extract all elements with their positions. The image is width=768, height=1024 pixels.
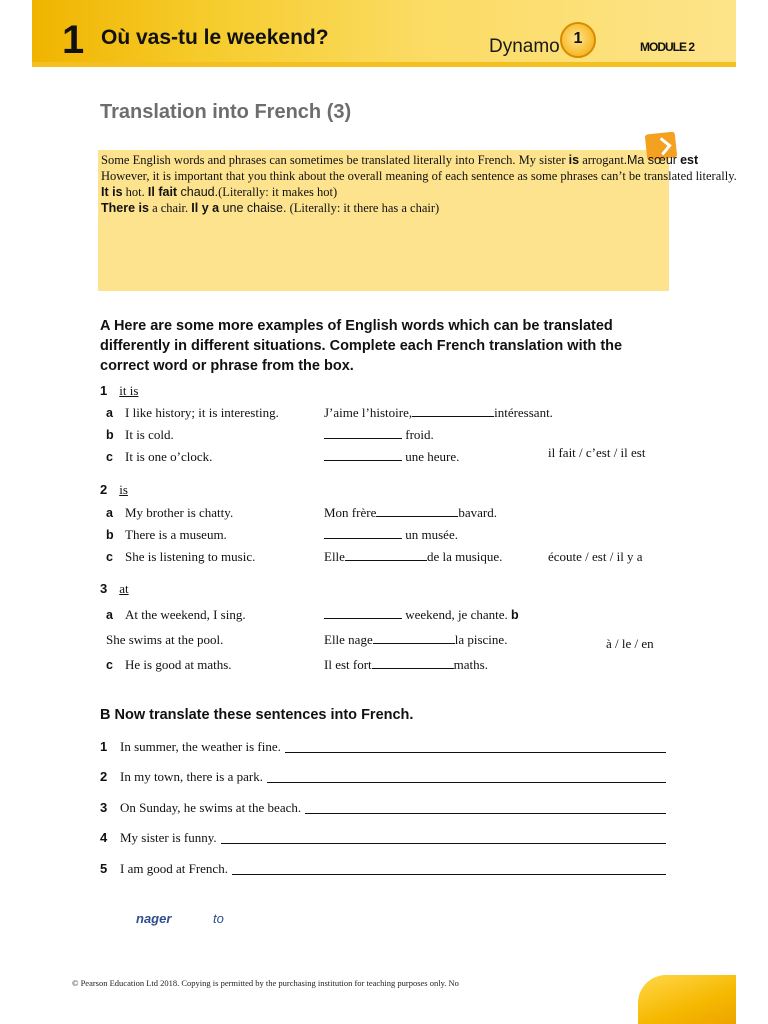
answer-blank[interactable] xyxy=(324,527,402,539)
page-corner-decoration xyxy=(638,975,736,1024)
logo-text: Dynamo xyxy=(489,36,560,57)
translation-row: 1 In summer, the weather is fine. xyxy=(100,739,666,755)
french-answer-row: Elle nage la piscine. xyxy=(324,632,508,647)
exercise-row: a My brother is chatty. xyxy=(106,505,234,520)
vocab-meaning: to xyxy=(213,911,224,926)
french-answer-row: Mon frère bavard. xyxy=(324,505,497,520)
french-answer-row: J’aime l’histoire, intéressant. xyxy=(324,405,553,420)
unit-number: 1 xyxy=(62,18,85,62)
french-answer-row: weekend, je chante. b xyxy=(324,607,519,623)
translation-row: 4 My sister is funny. xyxy=(100,830,666,846)
answer-blank[interactable] xyxy=(412,405,494,417)
info-line-2: However, it is important that you think about the overall meaning of each sentence as some phrases can’t be translated literally. xyxy=(101,169,737,183)
french-answer-row: Il est fort maths. xyxy=(324,657,488,672)
info-text xyxy=(101,152,768,216)
french-answer-row: un musée. xyxy=(324,527,458,543)
exercise-row: a I like history; it is interesting. xyxy=(106,405,279,420)
answer-line[interactable] xyxy=(305,812,666,814)
info-line-3: It is hot. Il fait chaud.(Literally: it makes hot) xyxy=(101,185,338,199)
answer-blank[interactable] xyxy=(324,427,402,439)
exercise-row: c She is listening to music. xyxy=(106,549,256,564)
answer-line[interactable] xyxy=(221,842,666,844)
group-1-heading: 1 it is xyxy=(100,383,139,398)
answer-line[interactable] xyxy=(285,751,666,753)
header-divider xyxy=(32,62,736,67)
footer-copyright: © Pearson Education Ltd 2018. Copying is permitted by the purchasing institution for teaching purposes only. No xyxy=(72,978,459,988)
page-title: Translation into French (3) xyxy=(100,101,352,123)
translation-row: 2 In my town, there is a park. xyxy=(100,769,666,785)
french-answer-row: froid. xyxy=(324,427,434,443)
answer-blank[interactable] xyxy=(372,657,454,669)
info-line-1: Some English words and phrases can sometimes be translated literally into French. My sister is arrogant.Ma sœur est xyxy=(101,153,699,167)
answer-blank[interactable] xyxy=(373,632,455,644)
french-answer-row: Elle de la musique. xyxy=(324,549,503,564)
exercise-row: b It is cold. xyxy=(106,427,174,442)
word-box-2: écoute / est / il y a xyxy=(548,549,643,564)
french-answer-row: une heure. xyxy=(324,449,459,465)
answer-blank[interactable] xyxy=(324,449,402,461)
vocab-word: nager xyxy=(136,911,172,926)
translation-row: 5 I am good at French. xyxy=(100,861,666,877)
logo-number: 1 xyxy=(573,30,583,47)
answer-line[interactable] xyxy=(232,873,666,875)
group-2-heading: 2 is xyxy=(100,482,128,497)
unit-title: Où vas-tu le weekend? xyxy=(101,26,329,49)
exercise-row: b There is a museum. xyxy=(106,527,227,542)
section-a-instruction: A Here are some more examples of English words which can be translated differently in different situations. Complete each French translation with the correct word or phrase from the box. xyxy=(100,318,623,374)
exercise-row: c It is one o’clock. xyxy=(106,449,213,464)
word-box-1: il fait / c’est / il est xyxy=(548,445,646,460)
exercise-row: c He is good at maths. xyxy=(106,657,232,672)
group-3-heading: 3 at xyxy=(100,581,129,596)
exercise-row: She swims at the pool. xyxy=(106,632,224,647)
answer-blank[interactable] xyxy=(324,607,402,619)
exercise-row: a At the weekend, I sing. xyxy=(106,607,246,622)
word-box-3: à / le / en xyxy=(606,636,654,651)
info-line-4: There is a chair. Il y a une chaise. (Literally: it there has a chair) xyxy=(101,201,440,215)
module-label: MODULE 2 xyxy=(640,40,695,54)
answer-blank[interactable] xyxy=(376,505,458,517)
translation-row: 3 On Sunday, he swims at the beach. xyxy=(100,800,666,816)
section-b-heading: B Now translate these sentences into French. xyxy=(100,707,414,723)
answer-line[interactable] xyxy=(267,781,666,783)
answer-blank[interactable] xyxy=(345,549,427,561)
